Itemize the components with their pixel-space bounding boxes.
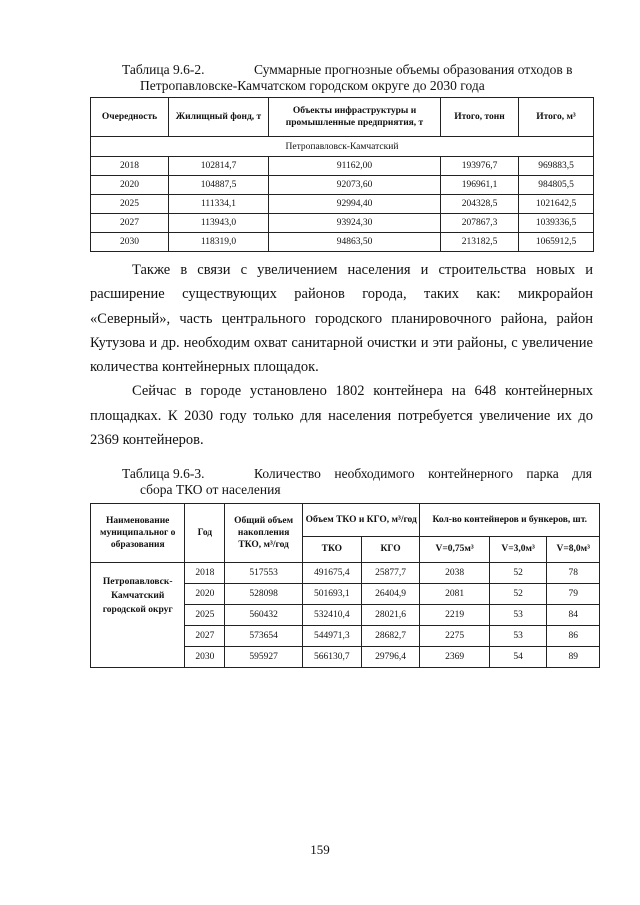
table-cell: 52: [489, 584, 547, 605]
table-cell: 573654: [225, 626, 303, 647]
table-cell: 28682,7: [361, 626, 420, 647]
table-cell: 91162,00: [269, 157, 441, 176]
table-cell: 204328,5: [441, 195, 519, 214]
table-cell: 2219: [420, 605, 489, 626]
table-cell: 207867,3: [441, 214, 519, 233]
table-cell: 491675,4: [302, 563, 361, 584]
table-cell: 2038: [420, 563, 489, 584]
table1-header-cell: Жилищный фонд, т: [169, 98, 269, 137]
table-cell: 102814,7: [169, 157, 269, 176]
table-cell: 118319,0: [169, 233, 269, 252]
table2-header-v1: V=0,75м³: [420, 536, 489, 562]
table-cell: 2030: [91, 233, 169, 252]
table2-caption-text-line1: Количество необходимого контейнерного парка для: [254, 466, 592, 481]
table-cell: 196961,1: [441, 176, 519, 195]
table1-region-cell: Петропавловск-Камчатский: [91, 137, 594, 157]
table-cell: 213182,5: [441, 233, 519, 252]
table2-caption: [122, 466, 592, 498]
table1-header-cell: Итого, м³: [519, 98, 594, 137]
table-row: [91, 233, 594, 252]
paragraph: Также в связи с увеличением населения и строительства новых и расширение существующих районов города, таких как: микрорайон «Северный», часть центрального городского планировочного района, район Кутузова и др. необходим охват санитарной очистки и эти районы, с увеличение количества контейнерных площадок.: [90, 262, 593, 376]
table-cell: 93924,30: [269, 214, 441, 233]
table1-caption-number: Таблица 9.6-2.: [122, 62, 205, 77]
table-row: [91, 214, 594, 233]
table-cell: 79: [547, 584, 600, 605]
table1-caption-text-line2: Петропавловске-Камчатском городском округе до 2030 года: [140, 78, 485, 93]
table-cell: 532410,4: [302, 605, 361, 626]
table-cell: 2025: [91, 195, 169, 214]
table-cell: 517553: [225, 563, 303, 584]
table-cell: 52: [489, 563, 547, 584]
table-cell: 528098: [225, 584, 303, 605]
table-cell: 94863,50: [269, 233, 441, 252]
table1-caption: [122, 62, 602, 94]
table-cell: 113943,0: [169, 214, 269, 233]
table2-header-kgo: КГО: [361, 536, 420, 562]
table2-header-tko: ТКО: [302, 536, 361, 562]
table-cell: 28021,6: [361, 605, 420, 626]
table2-header-total: Общий объем накопления ТКО, м³/год: [225, 504, 303, 563]
table-cell: 2027: [185, 626, 225, 647]
table-cell: 53: [489, 605, 547, 626]
table-row: [91, 157, 594, 176]
table-cell: 84: [547, 605, 600, 626]
table-cell: 29796,4: [361, 647, 420, 668]
table1-region-row: [91, 137, 594, 157]
table-cell: 1021642,5: [519, 195, 594, 214]
table2-header-volume-group: Объем ТКО и КГО, м³/год: [302, 504, 420, 537]
table2-header-v2: V=3,0м³: [489, 536, 547, 562]
table2-header-year: Год: [185, 504, 225, 563]
table-cell: 501693,1: [302, 584, 361, 605]
table1-caption-text-line1: Суммарные прогнозные объемы образования отходов в: [254, 62, 573, 77]
table-cell: 78: [547, 563, 600, 584]
table-cell: 1065912,5: [519, 233, 594, 252]
table-cell: 544971,3: [302, 626, 361, 647]
table-cell: 595927: [225, 647, 303, 668]
table2-header-municipality: Наименование муниципальног о образования: [91, 504, 185, 563]
container-fleet-table: [90, 503, 600, 668]
table-cell: 54: [489, 647, 547, 668]
table-cell: 25877,7: [361, 563, 420, 584]
table-cell: 566130,7: [302, 647, 361, 668]
table1-header-cell: Очередность: [91, 98, 169, 137]
table-cell: 104887,5: [169, 176, 269, 195]
table-cell: 26404,9: [361, 584, 420, 605]
table-cell: 560432: [225, 605, 303, 626]
table-cell: 193976,7: [441, 157, 519, 176]
table-cell: 2025: [185, 605, 225, 626]
table2-municipality-cell: Петропавловск-Камчатский городской округ: [91, 563, 185, 668]
table-cell: 2020: [91, 176, 169, 195]
table-cell: 984805,5: [519, 176, 594, 195]
table1-header-cell: Итого, тонн: [441, 98, 519, 137]
table-cell: 2027: [91, 214, 169, 233]
table2-header-containers-group: Кол-во контейнеров и бункеров, шт.: [420, 504, 600, 537]
table-cell: 86: [547, 626, 600, 647]
table-cell: 2018: [185, 563, 225, 584]
table-cell: 2081: [420, 584, 489, 605]
table2-header-row: [91, 504, 600, 537]
table-cell: 92994,40: [269, 195, 441, 214]
table1-header-cell: Объекты инфраструктуры и промышленные предприятия, т: [269, 98, 441, 137]
table-cell: 89: [547, 647, 600, 668]
table-row: [91, 195, 594, 214]
body-text: [90, 258, 593, 452]
page-number: 159: [310, 842, 330, 857]
table2-caption-number: Таблица 9.6-3.: [122, 466, 205, 481]
table-cell: 2030: [185, 647, 225, 668]
table-row: [91, 563, 600, 584]
table-cell: 1039336,5: [519, 214, 594, 233]
table-cell: 53: [489, 626, 547, 647]
table-cell: 2275: [420, 626, 489, 647]
table-row: [91, 176, 594, 195]
table-cell: 92073,60: [269, 176, 441, 195]
table-cell: 2369: [420, 647, 489, 668]
table2-caption-text-line2: сбора ТКО от населения: [140, 482, 281, 497]
table-cell: 969883,5: [519, 157, 594, 176]
table-cell: 111334,1: [169, 195, 269, 214]
waste-volume-table: [90, 97, 594, 252]
table-cell: 2018: [91, 157, 169, 176]
table-cell: 2020: [185, 584, 225, 605]
paragraph: Сейчас в городе установлено 1802 контейнера на 648 контейнерных площадках. К 2030 году только для населения потребуется увеличение их до 2369 контейнеров.: [90, 383, 593, 449]
table1-header-row: [91, 98, 594, 137]
table2-header-v3: V=8,0м³: [547, 536, 600, 562]
